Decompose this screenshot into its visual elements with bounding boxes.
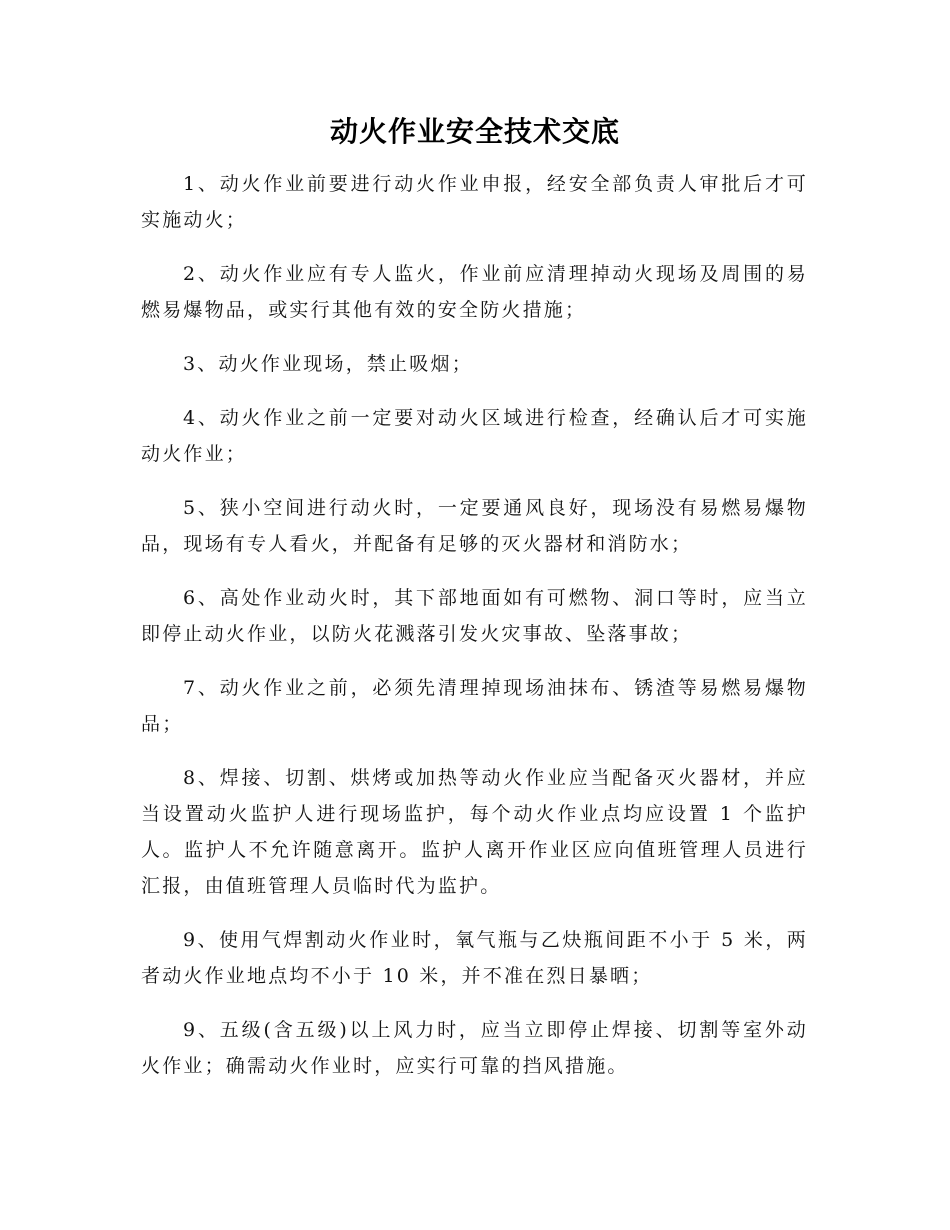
paragraph-8: 8、焊接、切割、烘烤或加热等动火作业应当配备灭火器材，并应当设置动火监护人进行现场监护，每个动火作业点均应设置 1 个监护人。监护人不允许随意离开。监护人离开作业区应向值班管理人员进行汇报，由值班管理人员临时代为监护。	[141, 767, 808, 897]
paragraph-3: 3、动火作业现场，禁止吸烟；	[183, 353, 473, 375]
paragraph-10: 9、五级(含五级)以上风力时，应当立即停止焊接、切割等室外动火作业；确需动火作业时，应实行可靠的挡风措施。	[141, 1019, 808, 1077]
paragraph-4: 4、动火作业之前一定要对动火区域进行检查，经确认后才可实施动火作业；	[141, 407, 808, 465]
paragraph-5: 5、狭小空间进行动火时，一定要通风良好，现场没有易燃易爆物品，现场有专人看火，并配备有足够的灭火器材和消防水；	[141, 497, 808, 555]
paragraph-9: 9、使用气焊割动火作业时，氧气瓶与乙炔瓶间距不小于 5 米，两者动火作业地点均不小于 10 米，并不准在烈日暴晒；	[141, 929, 808, 987]
paragraph-7: 7、动火作业之前，必须先清理掉现场油抹布、锈渣等易燃易爆物品；	[141, 677, 808, 735]
document-body	[141, 166, 808, 1102]
paragraph-6: 6、高处作业动火时，其下部地面如有可燃物、洞口等时，应当立即停止动火作业，以防火花溅落引发火灾事故、坠落事故；	[141, 587, 808, 645]
paragraph-1: 1、动火作业前要进行动火作业申报，经安全部负责人审批后才可实施动火；	[141, 173, 808, 231]
document-title: 动火作业安全技术交底	[329, 115, 620, 148]
paragraph-2: 2、动火作业应有专人监火，作业前应清理掉动火现场及周围的易燃易爆物品，或实行其他有效的安全防火措施；	[141, 263, 808, 321]
